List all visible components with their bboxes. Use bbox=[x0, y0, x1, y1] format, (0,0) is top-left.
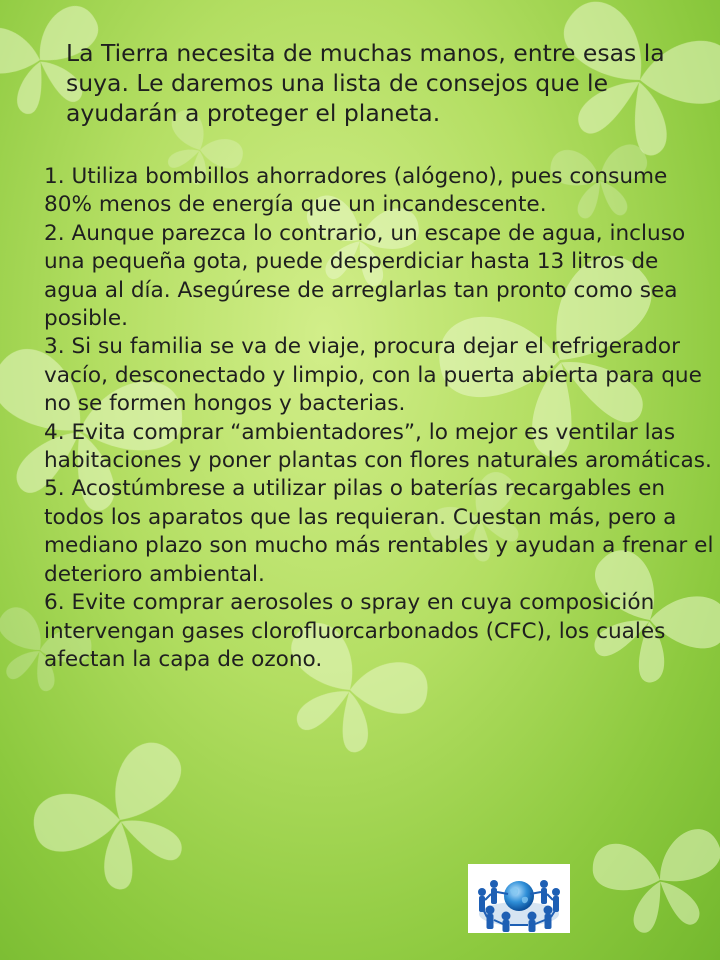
globe-illustration bbox=[468, 864, 570, 933]
list-item: 3. Si su familia se va de viaje, procura dejar el refrigerador vacío, desconectado y limpio, con la puerta abierta para que no se formen hongos y bacterias. bbox=[44, 334, 702, 417]
list-item: 6. Evite comprar aerosoles o spray en cuya composición intervengan gases clorofluorcarbonados (CFC), los cuales afectan la capa de ozono. bbox=[44, 590, 666, 672]
tips-list bbox=[44, 163, 714, 674]
intro-text: La Tierra necesita de muchas manos, entre esas la suya. Le daremos una lista de consejos que le ayudarán a proteger el planeta. bbox=[66, 39, 665, 127]
list-item: 2. Aunque parezca lo contrario, un escape de agua, incluso una pequeña gota, puede desperdiciar hasta 13 litros de agua al día. Asegúrese de arreglarlas tan pronto como sea posible. bbox=[44, 220, 686, 332]
list-item: 1. Utiliza bombillos ahorradores (alógeno), pues consume 80% menos de energía que un incandescente. bbox=[44, 164, 668, 218]
butterfly-icon bbox=[589, 826, 720, 940]
globe-people-circle-icon bbox=[468, 864, 570, 933]
butterfly-icon bbox=[23, 732, 221, 914]
list-item: 4. Evita comprar “ambientadores”, lo mejor es ventilar las habitaciones y poner plantas con flores naturales aromáticas. bbox=[44, 419, 712, 474]
list-item: 5. Acostúmbrese a utilizar pilas o baterías recargables en todos los aparatos que las requieran. Cuestan más, pero a mediano plazo son mucho más rentables y ayudan a frenar el deterioro ambiental. bbox=[44, 476, 714, 587]
